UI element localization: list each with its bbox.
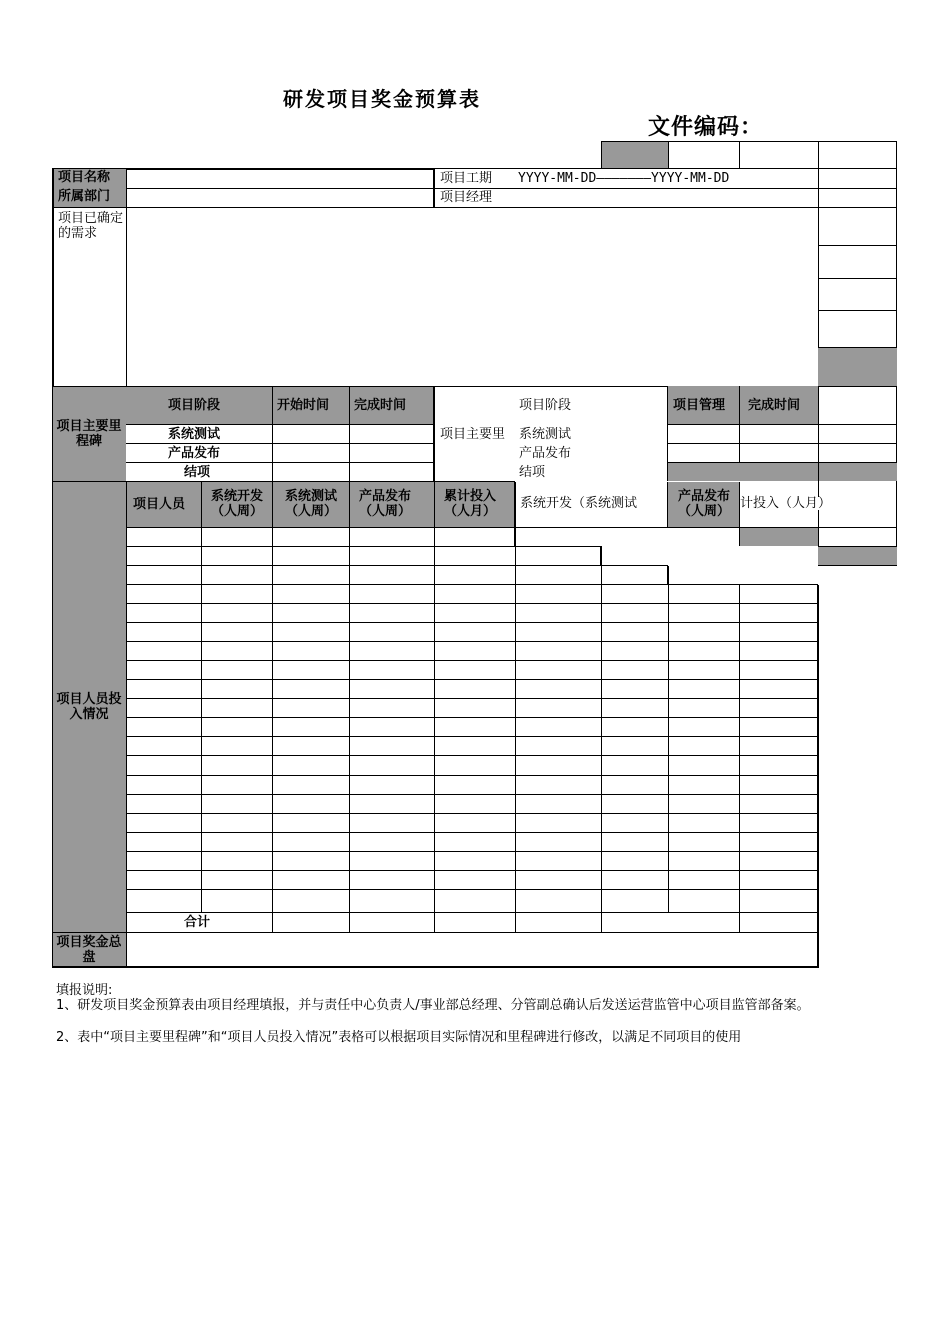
period-value[interactable]: YYYY-MM-DD———————YYYY-MM-DD xyxy=(518,171,730,186)
overlay-stage: 产品发布 xyxy=(519,446,572,461)
personnel-overlay-text: 系统开发（系统测试 xyxy=(520,496,638,511)
personnel-overlay-tail: 计投入（人月） xyxy=(740,496,832,511)
personnel-label: 项目人员投入情况 xyxy=(56,692,122,722)
overlay-header-end: 完成时间 xyxy=(748,398,801,413)
personnel-header: 项目人员 xyxy=(133,497,186,512)
overlay-stage: 系统测试 xyxy=(519,427,572,442)
overlay-stage: 结项 xyxy=(519,465,546,480)
total-label: 合计 xyxy=(184,915,211,930)
file-code-label: 文件编码： xyxy=(648,115,764,140)
milestone-header-start: 开始时间 xyxy=(277,398,330,413)
note-item: 2、表中“项目主要里程碑”和“项目人员投入情况”表格可以根据项目实际情况和里程碑进行修改，以满足不同项目的使用 xyxy=(56,1030,742,1045)
gray-cell xyxy=(818,462,897,481)
gray-cell xyxy=(740,527,818,546)
gray-cell xyxy=(601,141,668,168)
dept-label: 所属部门 xyxy=(58,189,111,204)
personnel-header: 系统测试（人周） xyxy=(284,489,337,519)
overlay-stage-header: 项目阶段 xyxy=(519,398,572,413)
milestone-stage: 结项 xyxy=(184,465,211,480)
requirements-label: 项目已确定的需求 xyxy=(58,211,124,241)
note-item: 1、研发项目奖金预算表由项目经理填报，并与责任中心负责人/事业部总经理、分管副总确认后发送运营监管中心项目监管部备案。 xyxy=(56,998,810,1013)
bonus-total-label: 项目奖金总盘 xyxy=(56,935,122,965)
milestone-header-stage: 项目阶段 xyxy=(168,398,221,413)
personnel-header: 系统开发（人周） xyxy=(210,489,263,519)
overlay-label: 项目主要里 xyxy=(440,427,506,442)
gray-cell xyxy=(668,462,818,481)
notes-heading: 填报说明: xyxy=(56,983,113,998)
manager-label: 项目经理 xyxy=(440,190,493,205)
personnel-header: 累计投入（人月） xyxy=(443,489,496,519)
dept-input[interactable] xyxy=(127,189,432,207)
bonus-total-input[interactable] xyxy=(127,933,816,967)
project-name-label: 项目名称 xyxy=(58,170,111,185)
milestone-stage: 产品发布 xyxy=(168,446,221,461)
milestone-stage: 系统测试 xyxy=(168,427,221,442)
overlay-header-mgmt: 项目管理 xyxy=(673,398,726,413)
project-name-input[interactable] xyxy=(127,169,432,188)
personnel-overlay-header: 产品发布（人周） xyxy=(677,489,730,519)
milestones-label: 项目主要里程碑 xyxy=(56,419,122,449)
requirements-area[interactable] xyxy=(127,208,817,386)
page-title: 研发项目奖金预算表 xyxy=(283,87,481,111)
milestone-header-end: 完成时间 xyxy=(354,398,407,413)
gray-cell xyxy=(818,546,897,566)
period-label: 项目工期 xyxy=(440,171,493,186)
personnel-header: 产品发布（人周） xyxy=(358,489,411,519)
gray-cell xyxy=(818,347,897,386)
